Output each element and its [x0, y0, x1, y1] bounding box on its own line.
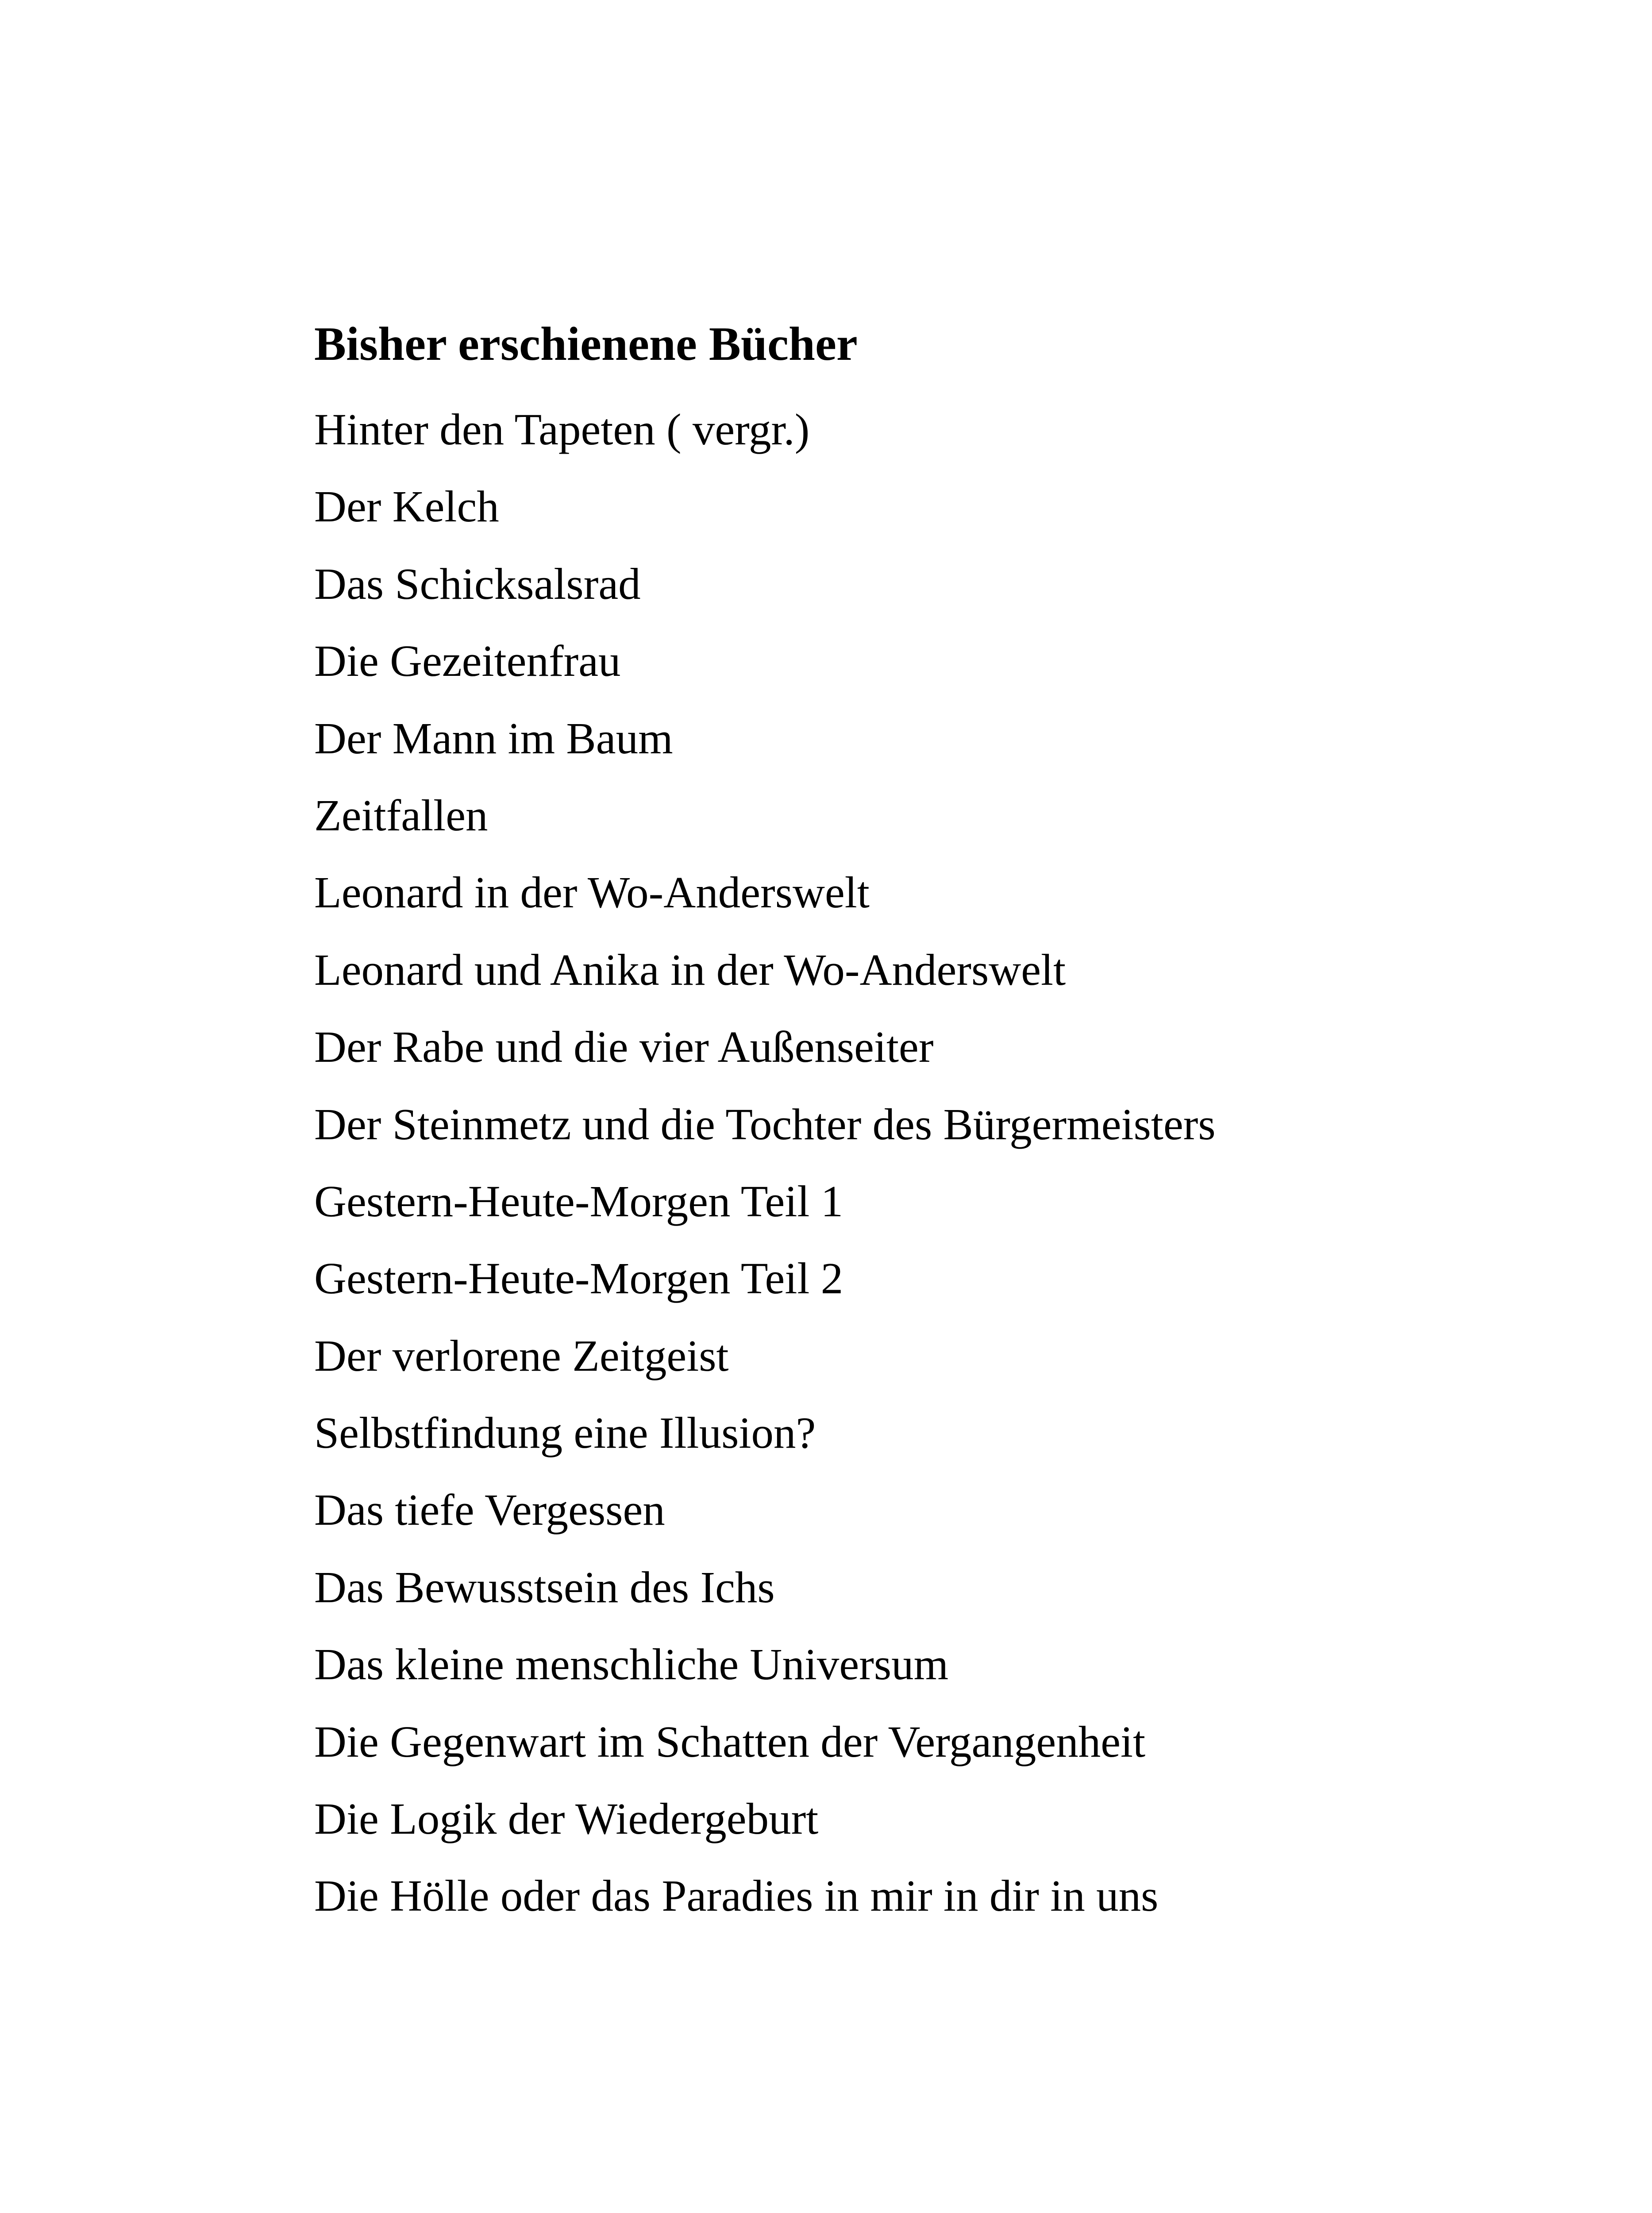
book-title: Das Schicksalsrad	[314, 559, 641, 609]
page-heading: Bisher erschienene Bücher	[314, 318, 858, 370]
book-title: Leonard und Anika in der Wo-Anderswelt	[314, 945, 1066, 995]
book-list	[314, 394, 1216, 1938]
book-title: Zeitfallen	[314, 790, 488, 840]
book-title: Gestern-Heute-Morgen Teil 1	[314, 1176, 843, 1226]
book-title: Die Hölle oder das Paradies in mir in dir in uns	[314, 1871, 1159, 1921]
book-title: Selbstfindung eine Illusion?	[314, 1408, 816, 1458]
book-title: Hinter den Tapeten ( vergr.)	[314, 405, 810, 454]
book-title: Die Gezeitenfrau	[314, 636, 621, 686]
book-title: Leonard in der Wo-Anderswelt	[314, 867, 870, 918]
book-title: Die Logik der Wiedergeburt	[314, 1794, 819, 1844]
book-title: Das Bewusstsein des Ichs	[314, 1562, 775, 1612]
book-title: Der Kelch	[314, 482, 499, 532]
book-title: Der verlorene Zeitgeist	[314, 1330, 729, 1380]
book-title: Gestern-Heute-Morgen Teil 2	[314, 1253, 843, 1303]
book-title: Das kleine menschliche Universum	[314, 1639, 949, 1689]
book-title: Der Rabe und die vier Außenseiter	[314, 1022, 934, 1072]
book-title: Der Mann im Baum	[314, 713, 673, 763]
book-title: Die Gegenwart im Schatten der Vergangenheit	[314, 1716, 1146, 1766]
book-title: Das tiefe Vergessen	[314, 1485, 665, 1535]
book-title: Der Steinmetz und die Tochter des Bürgermeisters	[314, 1099, 1216, 1149]
